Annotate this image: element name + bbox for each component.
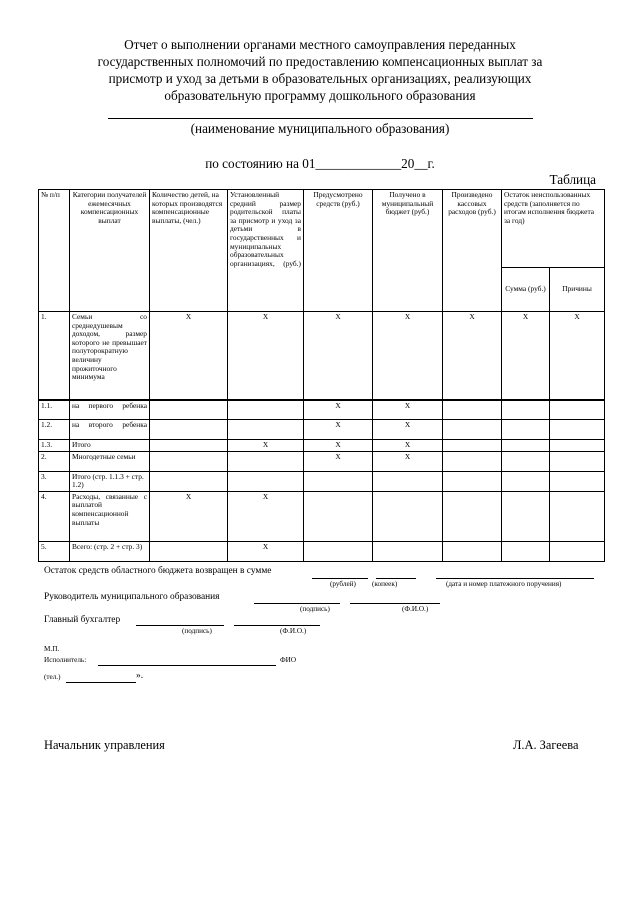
cell-planned: X: [304, 400, 373, 420]
row-num: 2.: [39, 451, 70, 471]
row-num: 4.: [39, 491, 70, 541]
row-num: 5.: [39, 541, 70, 561]
cell-children: [150, 451, 228, 471]
payment-caption: (дата и номер платежного поручения): [446, 580, 562, 588]
chief-title: Начальник управления: [44, 738, 165, 752]
cell-received: [373, 541, 443, 561]
kop-blank-line: [376, 578, 416, 579]
row-num: 1.: [39, 312, 70, 400]
cell-sum: [502, 541, 550, 561]
cell-reasons: X: [550, 312, 605, 400]
cell-children: X: [150, 491, 228, 541]
header-remainder: Остаток неиспользованных средств (заполняется по итогам исполнения бюджета за год): [502, 190, 605, 268]
cell-avg-fee: [228, 471, 304, 491]
payment-blank-line: [436, 578, 594, 579]
executor-label: Исполнитель:: [44, 656, 87, 664]
cell-received: X: [373, 312, 443, 400]
report-table: [38, 189, 605, 562]
cell-children: X: [150, 312, 228, 400]
row-label: Всего: (стр. 2 + стр. 3): [70, 541, 150, 561]
title-line: Отчет о выполнении органами местного самоуправления переданных: [124, 37, 516, 52]
report-date: по состоянию на 01_____________20__г.: [205, 156, 435, 171]
row-label: на первого ребенка: [70, 400, 150, 420]
cell-avg-fee: X: [228, 312, 304, 400]
header-sum: Сумма (руб.): [502, 268, 550, 312]
cell-spent: [443, 420, 502, 440]
cell-reasons: [550, 420, 605, 440]
executor-fio: ФИО: [280, 656, 297, 664]
cell-spent: X: [443, 312, 502, 400]
cell-sum: [502, 451, 550, 471]
rub-blank-line: [312, 578, 368, 579]
municipality-blank-line: [108, 118, 533, 119]
kop-caption: (копеек): [372, 580, 398, 588]
executor-line: [98, 665, 276, 666]
cell-reasons: [550, 491, 605, 541]
cell-reasons: [550, 471, 605, 491]
header-children: Количество детей, на которых производятся компенсационные выплаты, (чел.): [150, 190, 228, 312]
cell-avg-fee: [228, 420, 304, 440]
cell-sum: [502, 420, 550, 440]
cell-received: [373, 491, 443, 541]
cell-avg-fee: [228, 400, 304, 420]
cell-planned: X: [304, 451, 373, 471]
cell-children: [150, 440, 228, 452]
row-num: 1.3.: [39, 440, 70, 452]
cell-reasons: [550, 451, 605, 471]
accountant-fio-line: [234, 625, 320, 626]
table-label: Таблица: [549, 172, 596, 187]
cell-reasons: [550, 541, 605, 561]
title-line: государственных полномочий по предоставлению компенсационных выплат за: [97, 54, 543, 69]
cell-planned: X: [304, 312, 373, 400]
cell-planned: [304, 541, 373, 561]
cell-avg-fee: X: [228, 541, 304, 561]
head-fio-line: [350, 603, 440, 604]
header-received: Получено в муниципальный бюджет (руб.): [373, 190, 443, 312]
head-label: Руководитель муниципального образования: [44, 592, 220, 602]
cell-children: [150, 400, 228, 420]
cell-sum: [502, 491, 550, 541]
row-label: Многодетные семьи: [70, 451, 150, 471]
stamp-place: М.П.: [44, 645, 60, 653]
cell-received: X: [373, 400, 443, 420]
row-label: Расходы, связанные с выплатой компенсационной выплаты: [70, 491, 150, 541]
tel-end: ».: [136, 671, 144, 681]
head-fio-caption: (Ф.И.О.): [402, 605, 429, 613]
header-avg-fee: Установленный средний размер родительской платы за присмотр и уход за детьми в государственных и муниципальных образовательных организациях, (руб.): [228, 190, 304, 312]
header-reasons: Причины: [550, 268, 605, 312]
accountant-label: Главный бухгалтер: [44, 615, 121, 625]
cell-children: [150, 420, 228, 440]
cell-avg-fee: X: [228, 440, 304, 452]
cell-received: [373, 471, 443, 491]
chief-name: Л.А. Загеева: [513, 738, 579, 752]
cell-spent: [443, 440, 502, 452]
header-num: № п/п: [39, 190, 70, 312]
tel-line: [66, 682, 136, 683]
title-line: образовательную программу дошкольного образования: [164, 88, 476, 103]
row-num: 1.2.: [39, 420, 70, 440]
title-line: присмотр и уход за детьми в образовательных организациях, реализующих: [108, 71, 532, 86]
cell-reasons: [550, 440, 605, 452]
cell-planned: X: [304, 440, 373, 452]
header-category: Категории получателей ежемесячных компенсационных выплат: [70, 190, 150, 312]
cell-sum: [502, 400, 550, 420]
remainder-returned: Остаток средств областного бюджета возвращен в сумме: [44, 566, 272, 576]
cell-planned: X: [304, 420, 373, 440]
tel-label: (тел.): [44, 673, 61, 681]
row-label: Итого (стр. 1.1.3 + стр. 1.2): [70, 471, 150, 491]
cell-children: [150, 541, 228, 561]
cell-sum: X: [502, 312, 550, 400]
municipality-caption: (наименование муниципального образования): [190, 121, 450, 136]
cell-children: [150, 471, 228, 491]
header-planned: Предусмотрено средств (руб.): [304, 190, 373, 312]
row-label: Семьи со среднедушевым доходом, размер которого не превышает полуторократную величину прожиточного минимума: [70, 312, 150, 400]
accountant-signature-caption: (подпись): [182, 627, 212, 635]
row-num: 1.1.: [39, 400, 70, 420]
accountant-signature-line: [136, 625, 224, 626]
cell-spent: [443, 400, 502, 420]
accountant-fio-caption: (Ф.И.О.): [280, 627, 307, 635]
cell-reasons: [550, 400, 605, 420]
rub-caption: (рублей): [330, 580, 356, 588]
cell-received: X: [373, 420, 443, 440]
head-signature-line: [254, 603, 340, 604]
cell-received: X: [373, 440, 443, 452]
cell-sum: [502, 440, 550, 452]
header-spent: Произведено кассовых расходов (руб.): [443, 190, 502, 312]
cell-sum: [502, 471, 550, 491]
cell-avg-fee: [228, 451, 304, 471]
cell-spent: [443, 491, 502, 541]
cell-planned: [304, 471, 373, 491]
cell-spent: [443, 451, 502, 471]
cell-received: X: [373, 451, 443, 471]
row-label: на второго ребенка: [70, 420, 150, 440]
head-signature-caption: (подпись): [300, 605, 330, 613]
row-label: Итого: [70, 440, 150, 452]
row-num: 3.: [39, 471, 70, 491]
cell-avg-fee: X: [228, 491, 304, 541]
cell-planned: [304, 491, 373, 541]
cell-spent: [443, 541, 502, 561]
report-title: [60, 36, 580, 104]
cell-spent: [443, 471, 502, 491]
